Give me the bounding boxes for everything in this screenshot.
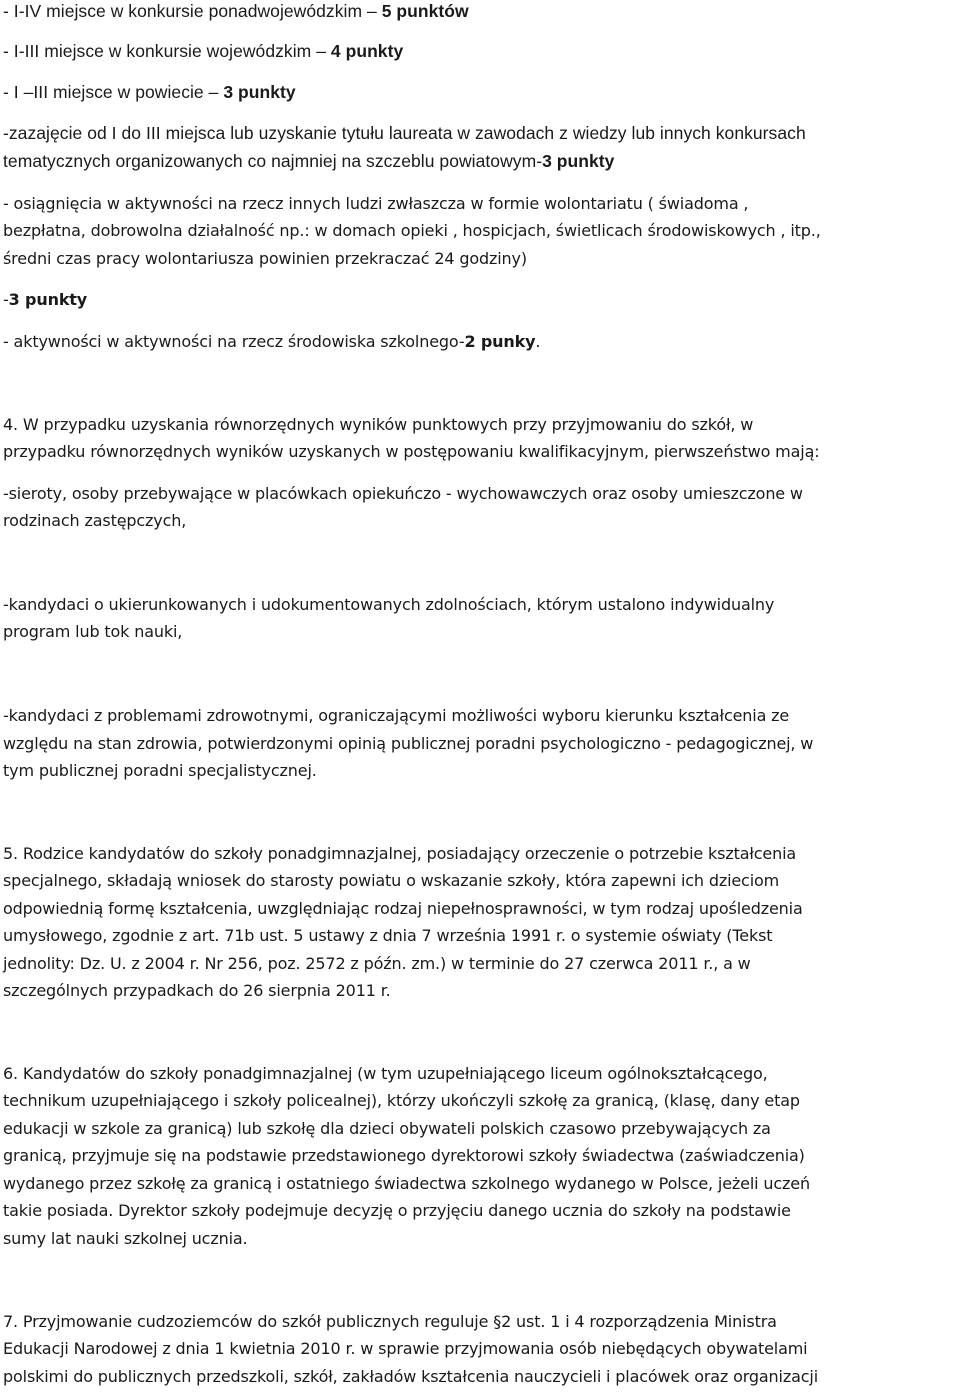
text-line (3, 248, 527, 270)
text-line (3, 1090, 800, 1112)
text-run: - I-IV miejsce w konkursie ponadwojewódzkim – (3, 1, 382, 21)
text-run: szczególnych przypadkach do 26 sierpnia 2011 r. (3, 981, 391, 1000)
bold-text: 3 punkty (8, 290, 88, 309)
text-run: - osiągnięcia w aktywności na rzecz innych ludzi zwłaszcza w formie wolontariatu ( świadoma , (3, 194, 749, 213)
text-line (3, 0, 469, 22)
text-run: granicą, przyjmuje się na podstawie przedstawionego dyrektorowi szkoły świadectwa (zaświadczenia) (3, 1146, 805, 1165)
text-run: przypadku równorzędnych wyników uzyskanych w postępowaniu kwalifikacyjnym, pierwszeństwo mają: (3, 442, 820, 461)
text-run: -kandydaci z problemami zdrowotnymi, ograniczającymi możliwości wyboru kierunku kształcenia ze (3, 706, 790, 725)
text-run: 5. Rodzice kandydatów do szkoły ponadgimnazjalnej, posiadający orzeczenie o potrzebie kształcenia (3, 844, 797, 863)
text-line (3, 1063, 768, 1085)
text-line (3, 1338, 807, 1360)
text-run: -sieroty, osoby przebywające w placówkach opiekuńczo - wychowawczych oraz osoby umieszczone w (3, 484, 803, 503)
text-line (3, 414, 753, 436)
text-line (3, 122, 806, 144)
text-line (3, 1366, 818, 1388)
text-line (3, 925, 772, 947)
text-run: specjalnego, składają wniosek do starosty powiatu o wskazanie szkoły, która zapewni ich dzieciom (3, 871, 780, 890)
text-run: takie posiada. Dyrektor szkoły podejmuje decyzję o przyjęciu danego ucznia do szkoły na podstawie (3, 1201, 791, 1220)
text-run: sumy lat nauki szkolnej ucznia. (3, 1229, 248, 1248)
text-run: tematycznych organizowanych co najmniej na szczeblu powiatowym- (3, 151, 543, 171)
text-run: rodzinach zastępczych, (3, 511, 187, 530)
text-line (3, 733, 813, 755)
text-run: względu na stan zdrowia, potwierdzonymi opinią publicznej poradni psychologiczno - pedagogicznej, w (3, 734, 814, 753)
bold-text: 5 punktów (381, 1, 469, 21)
bold-text: 3 punkty (223, 82, 296, 102)
text-run: umysłowego, zgodnie z art. 71b ust. 5 ustawy z dnia 7 września 1991 r. o systemie oświaty (Tekst (3, 926, 773, 945)
text-run: - (3, 290, 9, 309)
text-run: - I-III miejsce w konkursie wojewódzkim – (3, 41, 331, 61)
text-line (3, 81, 296, 103)
text-run: technikum uzupełniającego i szkoły policealnej), którzy ukończyli szkołę za granicą, (klasę, dany etap (3, 1091, 800, 1110)
text-line (3, 980, 391, 1002)
text-line (3, 953, 751, 975)
text-run: Edukacji Narodowej z dnia 1 kwietnia 2010 r. w sprawie przyjmowania osób niebędących obywatelami (3, 1339, 808, 1358)
text-line (3, 150, 614, 172)
text-line (3, 1311, 777, 1333)
text-line (3, 510, 186, 532)
text-line (3, 331, 540, 353)
text-run: średni czas pracy wolontariusza powinien przekraczać 24 godziny) (3, 249, 527, 268)
text-line (3, 760, 317, 782)
text-run: . (535, 332, 541, 351)
text-run: -zazajęcie od I do III miejsca lub uzyskanie tytułu laureata w zawodach z wiedzy lub innych konkursach (3, 123, 806, 143)
text-line (3, 220, 821, 242)
text-run: -kandydaci o ukierunkowanych i udokumentowanych zdolnościach, którym ustalono indywidualny (3, 595, 775, 614)
text-run: program lub tok nauki, (3, 622, 183, 641)
text-line (3, 1145, 805, 1167)
text-line (3, 1118, 771, 1140)
text-run: 4. W przypadku uzyskania równorzędnych wyników punktowych przy przyjmowaniu do szkół, w (3, 415, 754, 434)
text-line (3, 193, 748, 215)
text-run: wydanego przez szkołę za granicą i ostatniego świadectwa szkolnego wydanego w Polsce, jeżeli uczeń (3, 1174, 810, 1193)
text-line (3, 483, 803, 505)
text-line (3, 441, 819, 463)
text-run: 6. Kandydatów do szkoły ponadgimnazjalnej (w tym uzupełniającego liceum ogólnokształcącego, (3, 1064, 768, 1083)
text-line (3, 1173, 810, 1195)
text-run: jednolity: Dz. U. z 2004 r. Nr 256, poz. 2572 z późn. zm.) w terminie do 27 czerwca 2011 r., a w (3, 954, 751, 973)
text-line (3, 289, 87, 311)
bold-text: 3 punkty (542, 151, 615, 171)
text-line (3, 843, 796, 865)
text-run: - I –III miejsce w powiecie – (3, 82, 224, 102)
text-run: 7. Przyjmowanie cudzoziemców do szkół publicznych reguluje §2 ust. 1 i 4 rozporządzenia Ministra (3, 1312, 777, 1331)
text-line (3, 1228, 247, 1250)
text-line (3, 898, 803, 920)
text-run: edukacji w szkole za granicą) lub szkołę dla dzieci obywateli polskich czasowo przebywających za (3, 1119, 771, 1138)
text-run: tym publicznej poradni specjalistycznej. (3, 761, 317, 780)
text-line (3, 705, 789, 727)
text-line (3, 870, 779, 892)
bold-text: 4 punkty (330, 41, 404, 61)
text-line (3, 40, 403, 62)
text-run: polskimi do publicznych przedszkoli, szkół, zakładów kształcenia nauczycieli i placówek oraz organizacji (3, 1367, 818, 1386)
bold-text: 2 punky (464, 332, 536, 351)
text-run: bezpłatna, dobrowolna działalność np.: w domach opieki , hospicjach, świetlicach środowiskowych , itp., (3, 221, 821, 240)
text-line (3, 1200, 791, 1222)
text-run: - aktywności w aktywności na rzecz środowiska szkolnego- (3, 332, 465, 351)
text-line (3, 621, 182, 643)
text-run: odpowiednią formę kształcenia, uwzględniając rodzaj niepełnosprawności, w tym rodzaj upośledzenia (3, 899, 803, 918)
text-line (3, 594, 774, 616)
